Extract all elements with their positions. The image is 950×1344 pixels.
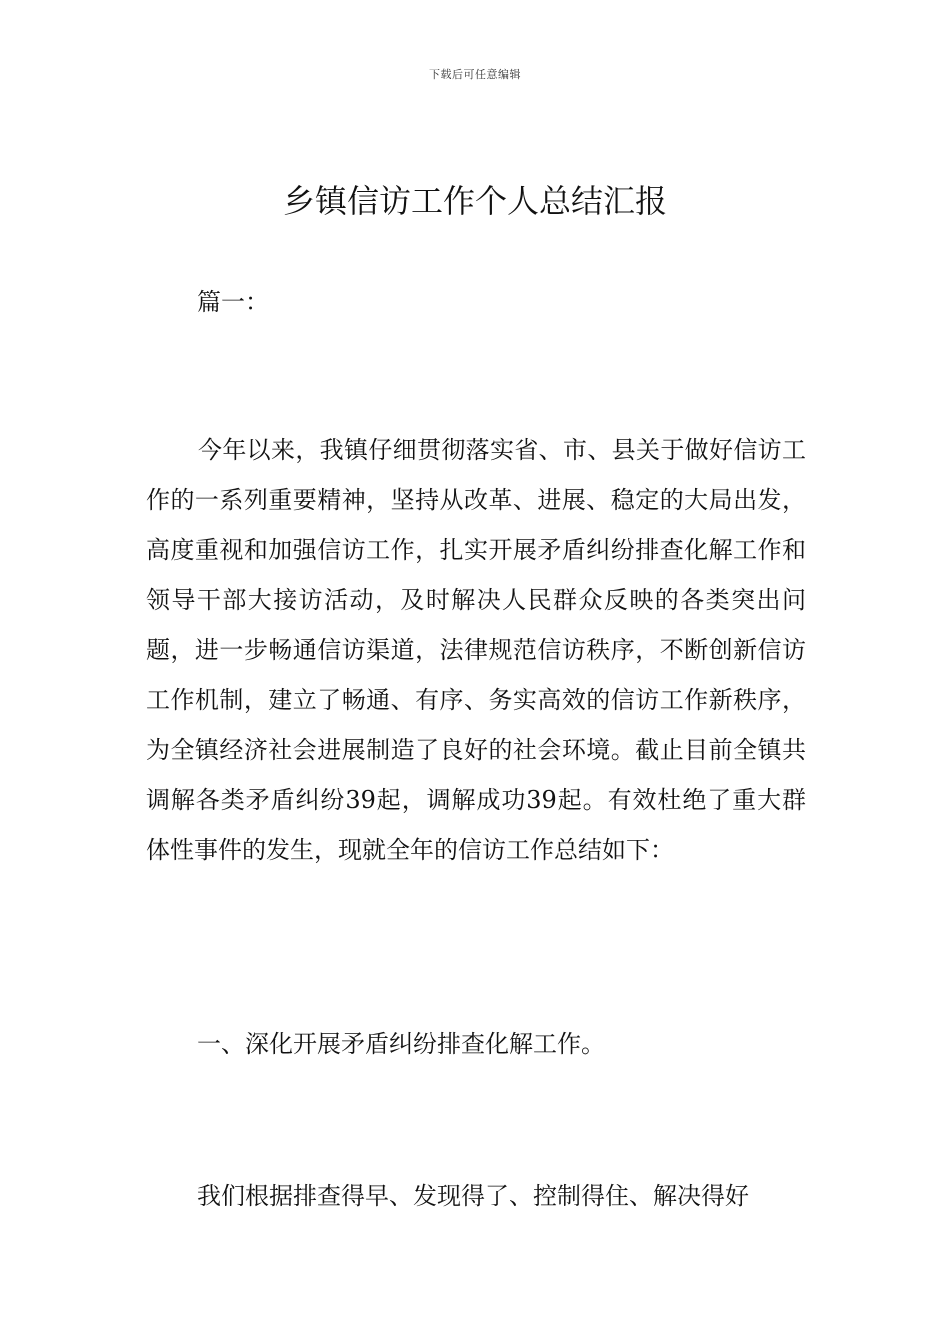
section-label: 篇一：: [197, 288, 269, 316]
header-note: 下载后可任意编辑: [429, 68, 521, 81]
body-paragraph-1: 今年以来，我镇仔细贯彻落实省、市、县关于做好信访工作的一系列重要精神，坚持从改革、进展、稳定的大局出发，高度重视和加强信访工作，扎实开展矛盾纠纷排查化解工作和领导干部大接访活动，及时解决人民群众反映的各类突出问题，进一步畅通信访渠道，法律规范信访秩序，不断创新信访工作机制，建立了畅通、有序、务实高效的信访工作新秩序，为全镇经济社会进展制造了良好的社会环境。截止目前全镇共调解各类矛盾纠纷39起，调解成功39起。有效杜绝了重大群体性事件的发生，现就全年的信访工作总结如下：: [146, 436, 806, 864]
body-paragraph-2: 我们根据排查得早、发现得了、控制得住、解决得好: [197, 1182, 749, 1210]
document-title: 乡镇信访工作个人总结汇报: [282, 182, 667, 220]
section-heading-1: 一、深化开展矛盾纠纷排查化解工作。: [197, 1030, 605, 1058]
